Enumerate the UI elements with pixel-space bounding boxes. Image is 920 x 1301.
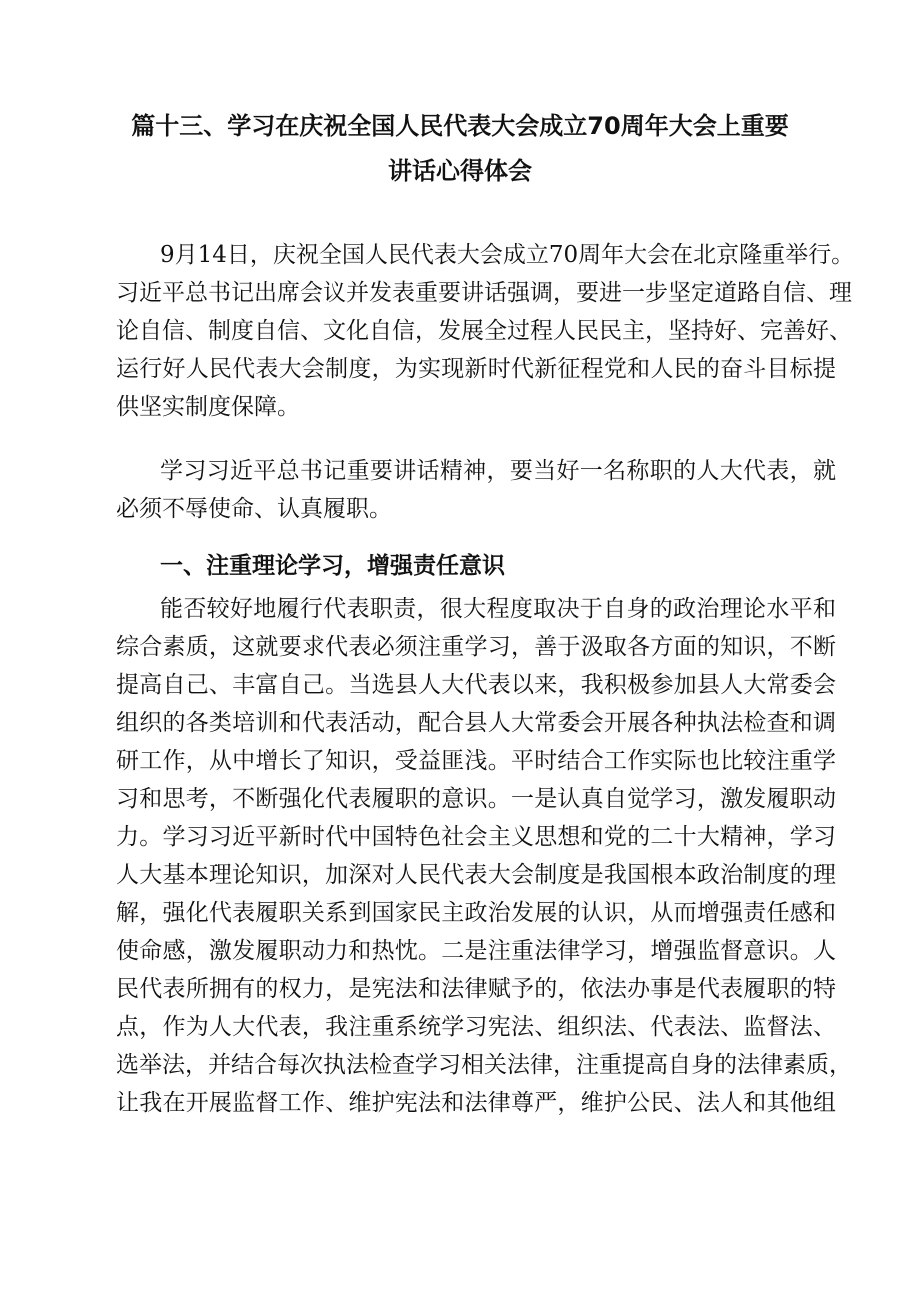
paragraph-line: 选举法，并结合每次执法检查学习相关法律，注重提高自身的法律素质， xyxy=(116,1052,852,1078)
paragraph-line: 民代表所拥有的权力，是宪法和法律赋予的，依法办事是代表履职的特 xyxy=(116,976,836,1002)
document-title-line-2: 讲话心得体会 xyxy=(388,157,532,185)
paragraph-line: 习和思考，不断强化代表履职的意识。一是认真自觉学习，激发履职动 xyxy=(116,786,836,812)
paragraph-line: 力。学习习近平新时代中国特色社会主义思想和党的二十大精神，学习 xyxy=(116,824,836,850)
paragraph-line: 组织的各类培训和代表活动，配合县人大常委会开展各种执法检查和调 xyxy=(116,710,836,736)
paragraph-line: 运行好人民代表大会制度，为实现新时代新征程党和人民的奋斗目标提 xyxy=(116,356,836,382)
paragraph-line: 习近平总书记出席会议并发表重要讲话强调，要进一步坚定道路自信、理 xyxy=(116,280,852,306)
paragraph-line: 解，强化代表履职关系到国家民主政治发展的认识，从而增强责任感和 xyxy=(116,900,836,926)
section-heading-1: 一、注重理论学习，增强责任意识 xyxy=(160,553,505,579)
paragraph-line: 研工作，从中增长了知识，受益匪浅。平时结合工作实际也比较注重学 xyxy=(116,748,836,774)
paragraph-3 xyxy=(116,590,852,1122)
paragraph-line: 综合素质，这就要求代表必须注重学习，善于汲取各方面的知识，不断 xyxy=(116,634,836,660)
paragraph-line: 让我在开展监督工作、维护宪法和法律尊严，维护公民、法人和其他组 xyxy=(116,1090,836,1116)
paragraph-line: 提高自己、丰富自己。当选县人大代表以来，我积极参加县人大常委会 xyxy=(116,672,836,698)
paragraph-line: 论自信、制度自信、文化自信，发展全过程人民民主，坚持好、完善好、 xyxy=(116,318,852,344)
paragraph-line: 人大基本理论知识，加深对人民代表大会制度是我国根本政治制度的理 xyxy=(116,862,836,888)
paragraph-line: 供坚实制度保障。 xyxy=(116,394,300,420)
paragraph-2 xyxy=(116,452,836,528)
paragraph-line: 能否较好地履行代表职责，很大程度取决于自身的政治理论水平和 xyxy=(160,596,836,622)
paragraph-1 xyxy=(116,236,855,426)
document-title-line-1: 篇十三、学习在庆祝全国人民代表大会成立70周年大会上重要 xyxy=(131,112,789,140)
paragraph-line: 使命感，激发履职动力和热忱。二是注重法律学习，增强监督意识。人 xyxy=(116,938,836,964)
paragraph-line: 点，作为人大代表，我注重系统学习宪法、组织法、代表法、监督法、 xyxy=(116,1014,836,1040)
paragraph-line: 学习习近平总书记重要讲话精神，要当好一名称职的人大代表，就 xyxy=(160,458,836,484)
paragraph-line: 9月14日，庆祝全国人民代表大会成立70周年大会在北京隆重举行。 xyxy=(160,242,855,268)
paragraph-line: 必须不辱使命、认真履职。 xyxy=(116,496,392,522)
